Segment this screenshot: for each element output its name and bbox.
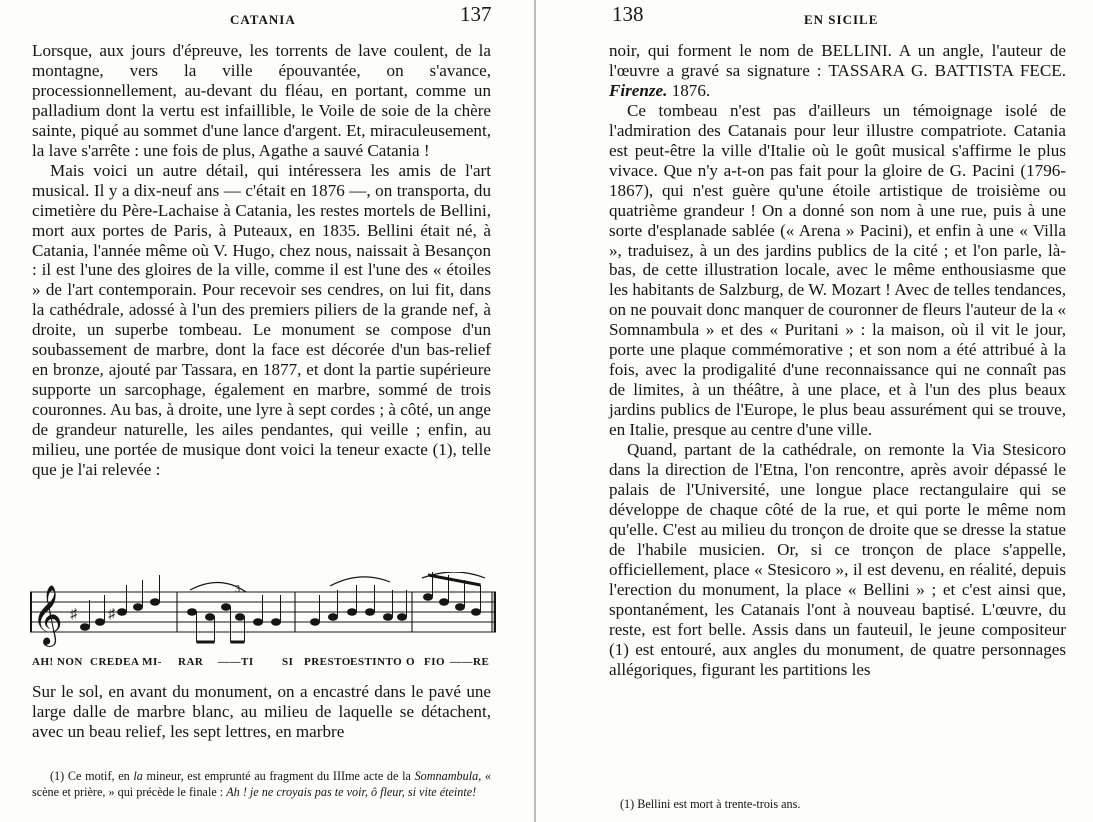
place: Firenze. (609, 80, 668, 100)
svg-text:3: 3 (235, 584, 240, 595)
left-header (0, 2, 534, 32)
svg-text:♯: ♯ (70, 607, 77, 622)
left-body-text (32, 41, 491, 480)
footnote-mark: (1) (50, 769, 65, 783)
right-page (536, 0, 1093, 822)
lyric-syllable: ——TI (218, 656, 254, 668)
right-header (536, 2, 1093, 32)
left-body-text-continued (32, 682, 491, 742)
signature: TASSARA G. BATTISTA FECE. (828, 60, 1066, 80)
svg-text:♯: ♯ (108, 607, 115, 622)
paragraph: Sur le sol, en avant du monument, on a encastré dans le pavé une large dalle de marbre blanc, au milieu de laquelle se détachent, avec un beau relief, les sept lettres, en marbre (32, 682, 491, 741)
right-body-text (609, 41, 1066, 680)
paragraph: Lorsque, aux jours d'épreuve, les torrents de lave coulent, de la montagne, vers la ville épouvantée, on s'avance, processionnellement, au-devant du fléau, en portant, comme un palladium dont la vertu est infaillible, le Voile de soie de la chère sainte, piqué au sommet d'une lance d'argent. Et, miraculeusement, la lave s'arrête : une fois de plus, Agathe a sauvé Catania ! (32, 41, 491, 160)
lyric-syllable: FIO (424, 656, 446, 668)
lyric-syllable: ESTINTO (350, 656, 403, 668)
lyric-syllable: PRESTO (304, 656, 351, 668)
running-head-left: CATANIA (230, 12, 296, 27)
lyric-syllable: ——RE (450, 656, 490, 668)
running-head-right: EN SICILE (804, 12, 879, 27)
music-lyrics (32, 656, 492, 676)
left-footnote: (1) Ce motif, en la mineur, est emprunté au fragment du IIIme acte de la Somnambula, « scène et prière, » qui précède le finale : Ah ! je ne croyais pas te voir, ô fleur, si vite éteinte! (32, 769, 492, 799)
page-number-right: 138 (612, 2, 644, 26)
right-footnote: (1) Bellini est mort à trente-trois ans. (620, 797, 801, 811)
page-number-left: 137 (460, 2, 492, 26)
lyric-syllable: RAR (178, 656, 204, 668)
paragraph: Quand, partant de la cathédrale, on remonte la Via Stesicoro dans la direction de l'Etna, l'on rencontre, après avoir dépassé le palais de l'Université, une longue place rectangulaire qui se développe de chaque côté de la rue, et qui porte le même nom qu'elle. C'est au milieu du tronçon de droite que se dresse la statue de l'habile musicien. Or, si ce tronçon de place s'appelle, officiellement, place « Stesicoro », il est devenu, en réalité, depuis l'erection du monument, la place « Bellini » ; et c'est ainsi que, spontanément, les Catanais l'ont à nouveau baptisé. L'œuvre, du reste, est fort belle. Assis dans un fauteuil, le jeune compositeur (1) est entouré, aux angles du monument, de quatre personnages allégoriques, figurant les partitions les (609, 440, 1066, 679)
lyric-syllable: SI (282, 656, 294, 668)
music-staff (30, 572, 496, 652)
lyric-syllable: CREDEA MI- (90, 656, 162, 668)
paragraph: Ce tombeau n'est pas d'ailleurs un témoignage isolé de l'admiration des Catanais pour leur illustre compatriote. Catania est peut-être la ville d'Italie où le goût musical s'affirme le plus vivace. Que n'y a-t-on pas fait pour la gloire de G. Pacini (1796-1867), qui n'est guère qu'une étoile artistique de troisième ou quatrième grandeur ! On a donné son nom à une rue, puis à une sorte d'esplanade sablée (« Arena » Pacini), et enfin à une « Villa », traduisez, à un des jardins publics de la cité ; et l'on parle, là-bas, de cette illustration locale, avec le même enthousiasme que les habitants de Salzburg, de W. Mozart ! Avec de telles tendances, on ne pouvait donc manquer de couronner de fleurs l'auteur de la « Somnambula » et des « Puritani » : la maison, où il vit le jour, porte une plaque commémorative ; et son nom a été attribué à la fois, avec la prodigalité d'une reconnaissance qui ne connaît pas de limites, à un théâtre, à une place, et à l'un des plus beaux jardins publics de l'Europe, le plus beau assurément qui se trouve, en Italie, presque au centre d'une ville. (609, 100, 1066, 440)
treble-clef-icon: 𝄞 (32, 585, 63, 645)
lyric-syllable: O (406, 656, 416, 668)
lyric-syllable: AH! NON (32, 656, 83, 668)
left-page (0, 0, 534, 822)
paragraph: Mais voici un autre détail, qui intéressera les amis de l'art musical. Il y a dix-neuf ans — c'était en 1876 —, on transporta, du cimetière du Père-Lachaise à Catania, les restes mortels de Bellini, mort aux portes de Paris, à Puteaux, en 1835. Bellini était né, à Catania, l'année même où V. Hugo, chez nous, naissait à Besançon : il est l'une des gloires de la ville, comme il est l'une des « étoiles » de l'art contemporain. Pour recevoir ses cendres, on lui fit, dans la cathédrale, adossé à l'un des premiers piliers de la grande nef, à droite, un superbe tombeau. Le monument se compose d'un soubassement de marbre, dont la face est décorée d'un bas-relief en bronze, ajouté par Tassara, en 1877, et dont la partie supérieure supporte un sarcophage, également en marbre, sommé de trois couronnes. Au bas, à droite, une lyre à sept cordes ; à côté, un ange de grandeur naturelle, les ailes pendantes, qui veille ; enfin, au milieu, une portée de musique dont voici la teneur exacte (1), telle que je l'ai relevée : (32, 160, 491, 480)
paragraph: noir, qui forment le nom de BELLINI. A un angle, l'auteur de l'œuvre a gravé sa signature : TASSARA G. BATTISTA FECE. Firenze. 1876. (609, 41, 1066, 100)
